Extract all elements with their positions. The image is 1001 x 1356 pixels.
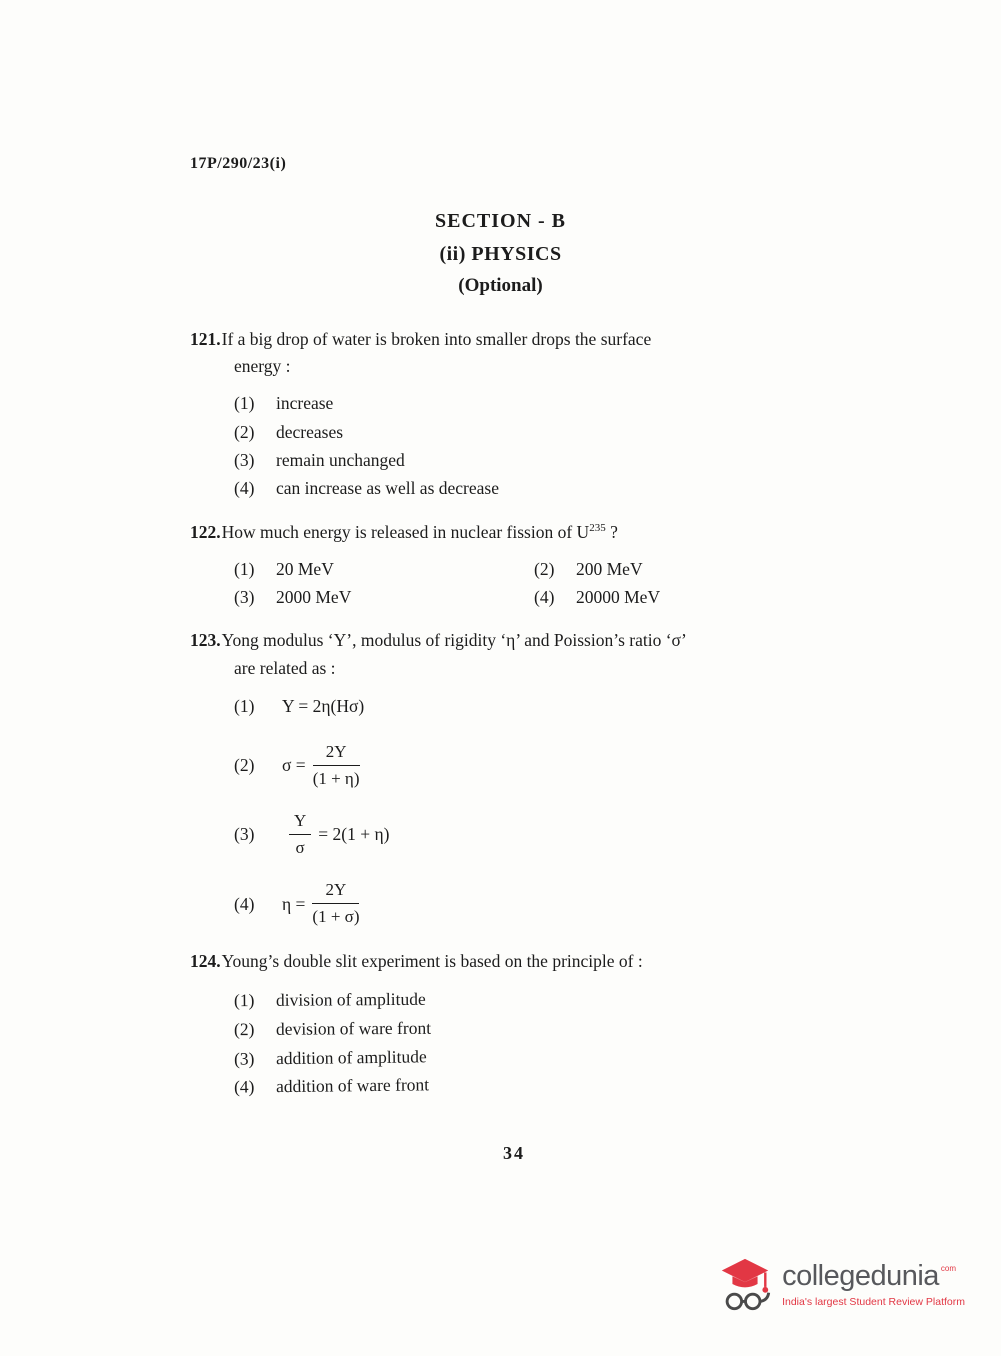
fraction-denominator: (1 + σ) <box>312 907 360 927</box>
option-1 <box>234 389 838 417</box>
option-label: (3) <box>234 587 255 608</box>
option-text: remain unchanged <box>276 449 405 470</box>
section-title: SECTION - B <box>434 210 567 232</box>
question-text <box>190 627 838 681</box>
options-list <box>234 389 838 502</box>
option-2 <box>234 418 838 446</box>
option-label: (3) <box>234 824 255 845</box>
option-4 <box>534 583 834 611</box>
logo-text <box>782 1262 965 1308</box>
paper-code: 17P/290/23(i) <box>190 155 287 172</box>
question-text-post: ? <box>605 521 618 542</box>
question-line2: energy : <box>234 356 291 377</box>
question-124 <box>190 948 838 1098</box>
fraction-numerator: Y <box>289 810 311 835</box>
question-line2: are related as : <box>234 657 336 678</box>
option-label: (3) <box>234 449 255 470</box>
formula <box>282 810 389 859</box>
page-number: 34 <box>503 1142 525 1163</box>
brand-tagline: India's largest Student Review Platform <box>782 1296 965 1308</box>
option-text: decreases <box>276 421 344 442</box>
section-subject: (ii) PHYSICS <box>439 243 562 265</box>
option-text: 200 MeV <box>576 558 643 579</box>
option-label: (3) <box>233 1048 255 1069</box>
question-number: 122. <box>190 521 221 542</box>
option-text: 20000 MeV <box>576 587 661 608</box>
option-label: (2) <box>534 558 555 579</box>
question-text-pre: How much energy is released in nuclear fission of U <box>221 521 590 542</box>
question-number: 121. <box>190 329 221 349</box>
option-text: can increase as well as decrease <box>276 478 499 499</box>
formula-suffix: = 2(1 + η) <box>318 824 390 845</box>
question-123 <box>190 627 838 928</box>
brand-suffix: com <box>940 1264 957 1273</box>
brand-name: collegedunia <box>782 1260 939 1292</box>
formula-prefix: η = <box>282 893 306 914</box>
fraction-denominator: σ <box>295 837 305 857</box>
option-label: (2) <box>234 421 255 442</box>
formula <box>282 879 366 928</box>
option-text: increase <box>276 393 334 414</box>
fraction <box>289 810 311 859</box>
option-label: (4) <box>234 478 255 499</box>
question-number: 124. <box>190 951 221 972</box>
formula <box>282 741 367 790</box>
collegedunia-mascot-icon <box>716 1254 774 1316</box>
question-text <box>190 326 838 380</box>
option-text: devision of ware front <box>275 1017 432 1039</box>
fraction-numerator: 2Y <box>312 879 359 904</box>
option-label: (1) <box>234 393 255 414</box>
formula-prefix: σ = <box>282 755 306 776</box>
option-label: (4) <box>234 893 255 914</box>
option-1 <box>234 691 838 721</box>
option-3 <box>234 583 534 611</box>
section-header <box>0 210 1001 297</box>
question-121 <box>190 326 838 503</box>
option-2 <box>234 741 838 790</box>
option-label: (2) <box>234 755 255 776</box>
fraction <box>313 741 360 790</box>
option-label: (4) <box>534 587 555 608</box>
superscript-235: 235 <box>589 521 606 534</box>
question-text <box>190 519 838 546</box>
options-list <box>234 984 838 1097</box>
question-line1: Young’s double slit experiment is based on the principle of : <box>221 951 643 972</box>
question-text <box>190 948 838 975</box>
option-label: (4) <box>233 1076 255 1098</box>
option-4 <box>234 879 838 928</box>
option-4 <box>234 1066 838 1102</box>
option-label: (2) <box>233 1018 255 1039</box>
options-grid <box>234 555 838 612</box>
option-2 <box>534 555 834 583</box>
options-list <box>234 691 838 929</box>
fraction-numerator: 2Y <box>313 741 360 766</box>
option-3 <box>234 446 838 474</box>
option-1 <box>234 982 838 1015</box>
option-4 <box>234 474 838 502</box>
fraction-denominator: (1 + η) <box>312 768 360 788</box>
option-label: (1) <box>234 558 255 579</box>
option-text: 20 MeV <box>276 558 334 579</box>
option-label: (1) <box>234 695 255 716</box>
question-line1: If a big drop of water is broken into smaller drops the surface <box>221 329 652 349</box>
option-text: 2000 MeV <box>276 587 352 608</box>
question-number: 123. <box>190 630 221 651</box>
option-text: addition of amplitude <box>275 1046 427 1069</box>
option-text: division of amplitude <box>275 989 426 1011</box>
section-note: (Optional) <box>458 275 543 296</box>
collegedunia-logo <box>716 1254 965 1316</box>
option-label: (1) <box>233 990 255 1011</box>
option-text: addition of ware front <box>275 1074 430 1097</box>
question-122 <box>190 519 838 612</box>
fraction <box>312 879 359 928</box>
option-1 <box>234 555 534 583</box>
formula: Y = 2η(Hσ) <box>282 695 365 716</box>
questions-area <box>190 326 838 1167</box>
option-3 <box>234 810 838 859</box>
question-line1: Yong modulus ‘Y’, modulus of rigidity ‘η’ and Poission’s ratio ‘σ’ <box>221 630 687 651</box>
